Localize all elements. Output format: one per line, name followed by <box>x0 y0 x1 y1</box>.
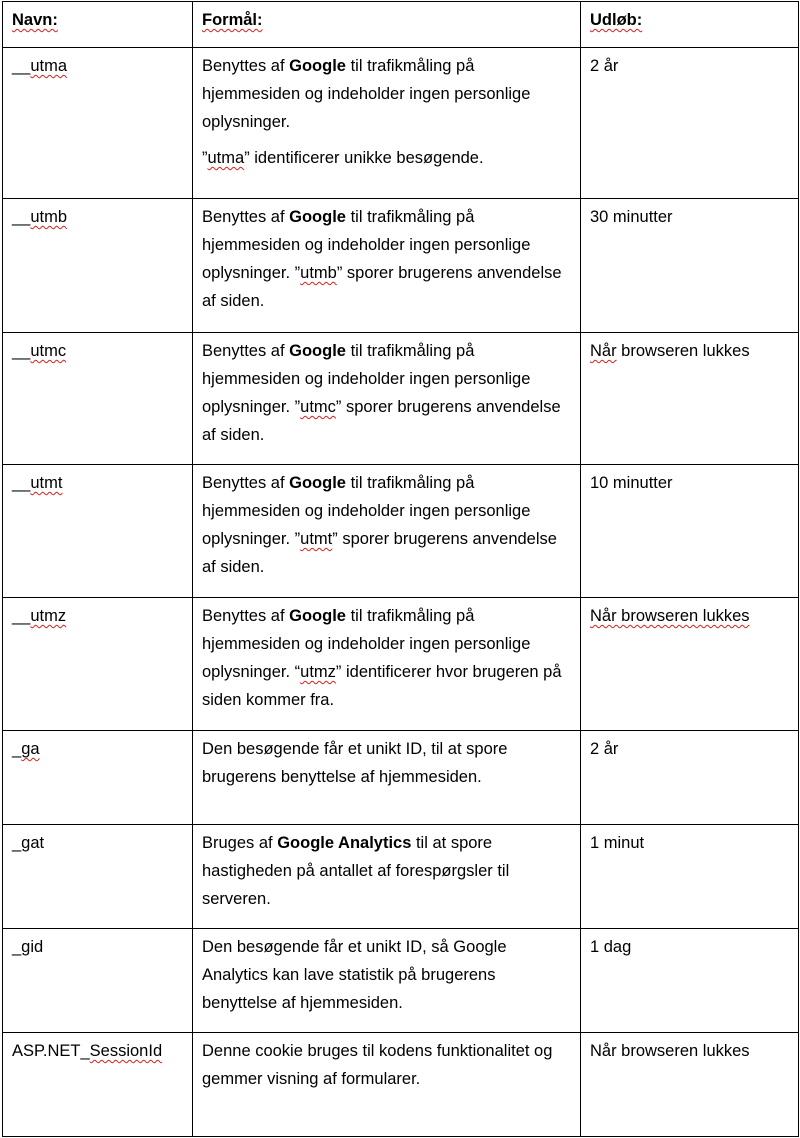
cookie-purpose: Denne cookie bruges til kodens funktionalitet og gemmer visning af formularer. <box>193 1033 581 1137</box>
cookie-name: __utmz <box>3 598 193 731</box>
cookie-name: __utma <box>3 48 193 199</box>
table-row <box>3 48 799 199</box>
cookie-name: __utmt <box>3 465 193 598</box>
table-row <box>3 1033 799 1137</box>
cookie-purpose: Den besøgende får et unikt ID, så Google Analytics kan lave statistik på brugerens benyttelse af hjemmesiden. <box>193 929 581 1033</box>
cookie-name: _ga <box>3 731 193 825</box>
cookie-name: ASP.NET_SessionId <box>3 1033 193 1137</box>
cookie-purpose: Benyttes af Google til trafikmåling på hjemmesiden og indeholder ingen personlige oplysninger. “utmz” identificerer hvor brugeren på siden kommer fra. <box>193 598 581 731</box>
cookie-expiry: Når browseren lukkes <box>581 333 799 465</box>
cookie-expiry: Når browseren lukkes <box>581 598 799 731</box>
header-purpose: Formål: <box>193 2 581 48</box>
cookie-expiry: 1 dag <box>581 929 799 1033</box>
cookie-expiry: 10 minutter <box>581 465 799 598</box>
cookie-expiry: 30 minutter <box>581 199 799 333</box>
cookie-purpose: Benyttes af Google til trafikmåling på hjemmesiden og indeholder ingen personlige oplysninger. ”utmt” sporer brugerens anvendelse af siden. <box>193 465 581 598</box>
table-row <box>3 199 799 333</box>
cookie-purpose: Benyttes af Google til trafikmåling på hjemmesiden og indeholder ingen personlige oplysninger. ”utmc” sporer brugerens anvendelse af siden. <box>193 333 581 465</box>
header-name: Navn: <box>3 2 193 48</box>
table-header-row <box>3 2 799 48</box>
cookie-expiry: Når browseren lukkes <box>581 1033 799 1137</box>
header-expiry: Udløb: <box>581 2 799 48</box>
table-row <box>3 598 799 731</box>
cookie-expiry: 2 år <box>581 48 799 199</box>
cookie-expiry: 1 minut <box>581 825 799 929</box>
cookie-purpose: Benyttes af Google til trafikmåling på hjemmesiden og indeholder ingen personlige oplysninger. ”utma” identificerer unikke besøgende. <box>193 48 581 199</box>
cookie-name: __utmb <box>3 199 193 333</box>
table-row <box>3 333 799 465</box>
cookie-name: _gat <box>3 825 193 929</box>
cookie-expiry: 2 år <box>581 731 799 825</box>
table-row <box>3 465 799 598</box>
cookie-purpose: Den besøgende får et unikt ID, til at spore brugerens benyttelse af hjemmesiden. <box>193 731 581 825</box>
cookie-name: __utmc <box>3 333 193 465</box>
cookie-purpose: Bruges af Google Analytics til at spore hastigheden på antallet af forespørgsler til serveren. <box>193 825 581 929</box>
table-row <box>3 929 799 1033</box>
cookie-purpose: Benyttes af Google til trafikmåling på hjemmesiden og indeholder ingen personlige oplysninger. ”utmb” sporer brugerens anvendelse af siden. <box>193 199 581 333</box>
cookie-name: _gid <box>3 929 193 1033</box>
table-row <box>3 825 799 929</box>
table-row <box>3 731 799 825</box>
cookie-table <box>2 1 799 1137</box>
